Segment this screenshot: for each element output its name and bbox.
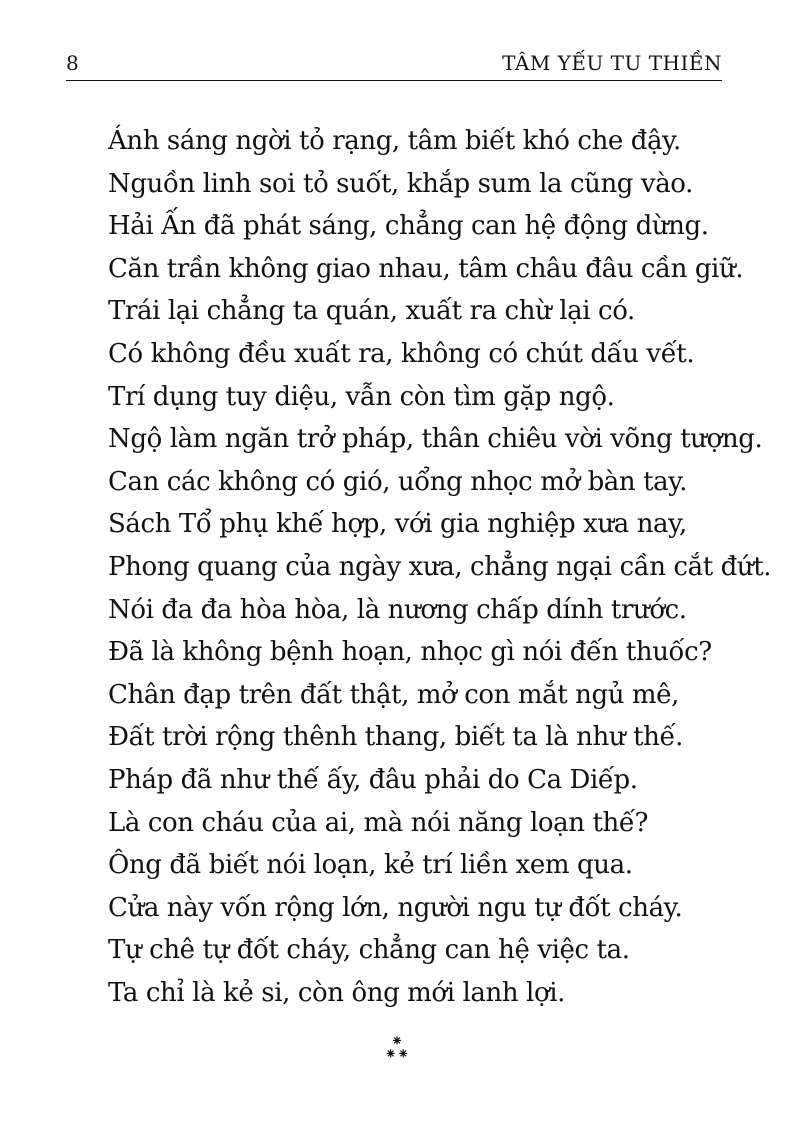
- verse-line: Can các không có gió, uổng nhọc mở bàn tay.: [108, 466, 687, 497]
- verse-line: Là con cháu của ai, mà nói năng loạn thế?: [108, 807, 648, 838]
- verse-line: Cửa này vốn rộng lớn, người ngu tự đốt cháy.: [108, 892, 683, 923]
- page-header: [66, 50, 722, 81]
- verse-line: Trí dụng tuy diệu, vẫn còn tìm gặp ngộ.: [108, 381, 615, 412]
- verse-line: Đã là không bệnh hoạn, nhọc gì nói đến thuốc?: [108, 637, 712, 668]
- verse-line: Ông đã biết nói loạn, kẻ trí liền xem qua.: [108, 850, 633, 881]
- verse-line: Nói đa đa hòa hòa, là nương chấp dính trước.: [108, 594, 687, 625]
- page-number: 8: [66, 51, 79, 75]
- verse-line: Tự chê tự đốt cháy, chẳng can hệ việc ta.: [108, 935, 630, 966]
- verse-list: [108, 120, 772, 1014]
- ornament-bottom: ⁕⁕: [384, 1045, 410, 1063]
- verse-line: Nguồn linh soi tỏ suốt, khắp sum la cũng vào.: [108, 168, 693, 199]
- verse-line: Ngộ làm ngăn trở pháp, thân chiêu vời võng tượng.: [108, 424, 763, 455]
- verse-line: Ánh sáng ngời tỏ rạng, tâm biết khó che đậy.: [108, 126, 681, 156]
- verse-line: Đất trời rộng thênh thang, biết ta là như thế.: [108, 722, 683, 753]
- verse-line: Chân đạp trên đất thật, mở con mắt ngủ mê,: [108, 679, 680, 710]
- verse-line: Ta chỉ là kẻ si, còn ông mới lanh lợi.: [108, 977, 565, 1008]
- running-title: TÂM YẾU TU THIỀN: [502, 51, 722, 75]
- verse-line: Trái lại chẳng ta quán, xuất ra chừ lại có.: [108, 296, 635, 327]
- verse-line: Có không đều xuất ra, không có chút dấu vết.: [108, 338, 695, 369]
- ornament-top: ⁕: [390, 1032, 404, 1050]
- verse-line: Phong quang của ngày xưa, chẳng ngại cần cắt đứt.: [108, 551, 772, 582]
- verse-line: Sách Tổ phụ khế hợp, với gia nghiệp xưa nay,: [108, 509, 687, 540]
- verse-line: Căn trần không giao nhau, tâm châu đâu cần giữ.: [108, 253, 744, 284]
- verse-line: Hải Ấn đã phát sáng, chẳng can hệ động dừng.: [108, 211, 709, 242]
- asterism-ornament-icon: [372, 1032, 422, 1063]
- verse-line: Pháp đã như thế ấy, đâu phải do Ca Diếp.: [108, 764, 638, 795]
